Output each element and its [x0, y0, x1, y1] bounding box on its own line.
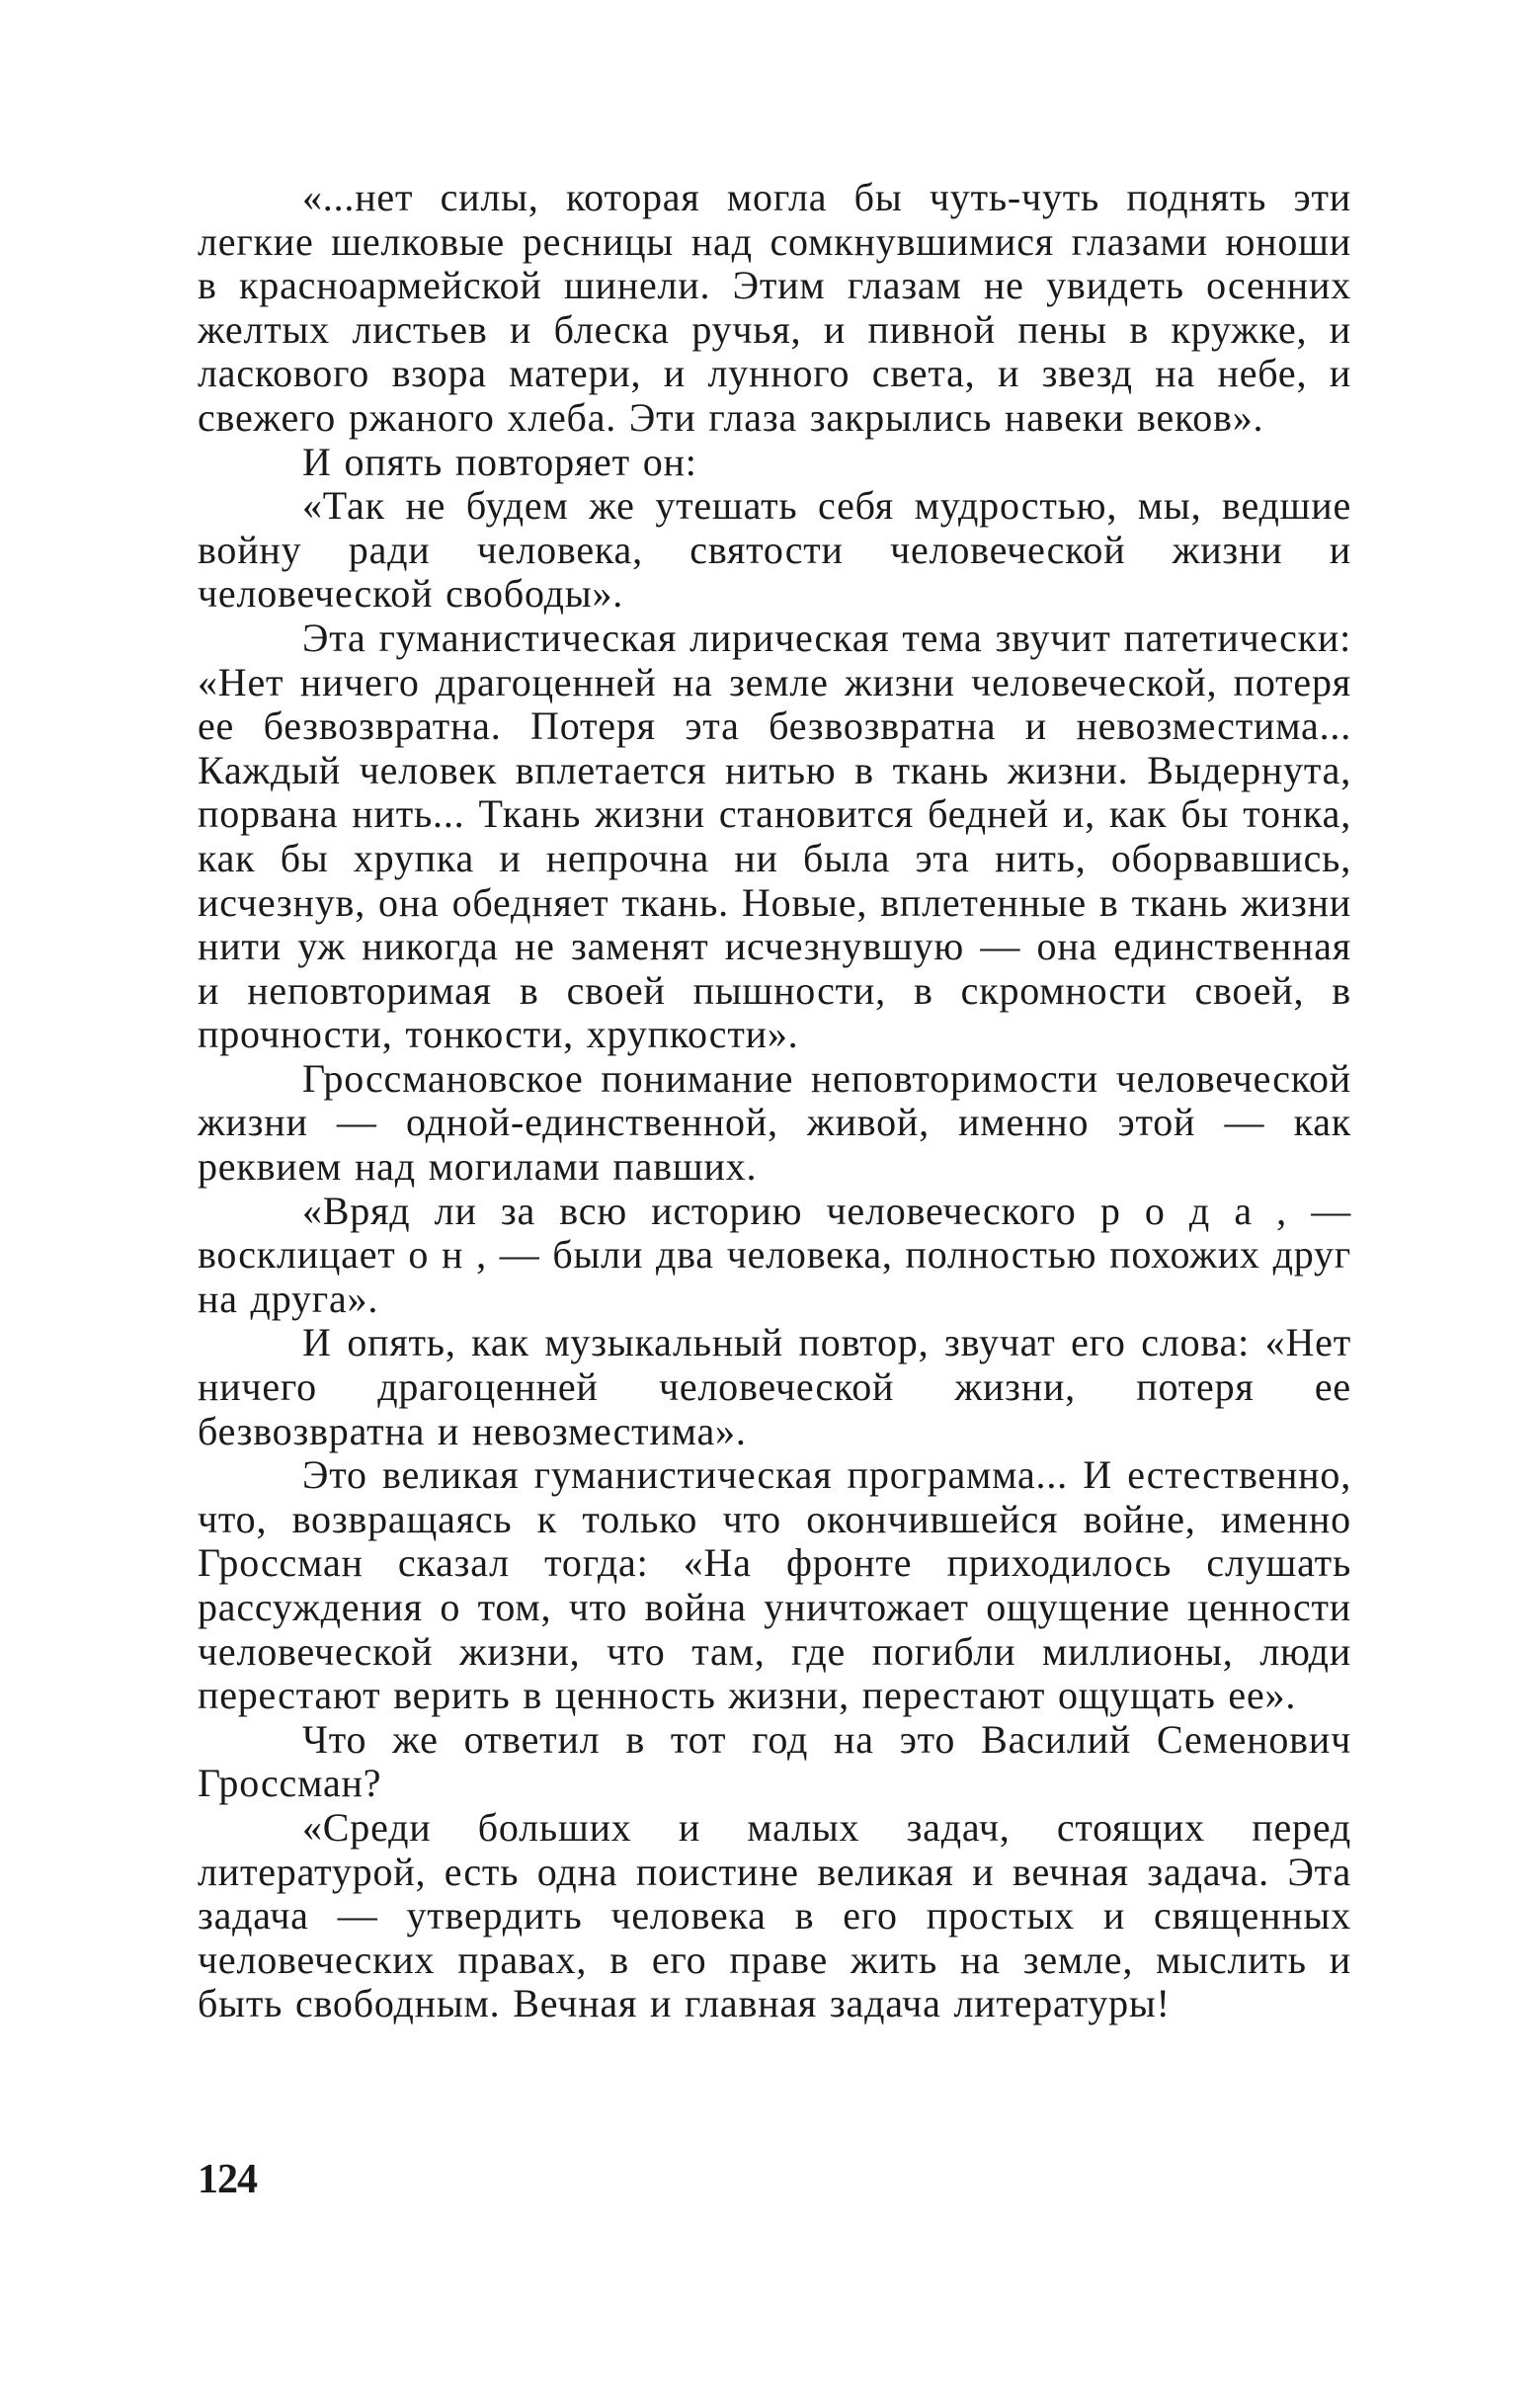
page-number: 124: [198, 2157, 257, 2202]
paragraph-uniqueness: Гроссмановское понимание неповторимости человеческой жизни — одной-единственной, живой, именно этой — как реквием над могилами павших.: [198, 1055, 1351, 1190]
paragraph-quote-literature: «Среди больших и малых задач, стоящих перед литературой, есть одна поистине великая и вечная задача. Эта задача — утвердить человека в его простых и священных человеческих правах, в его праве жить на земле, мыслить и быть свободным. Вечная и главная задача литературы!: [198, 1804, 1351, 2026]
paragraph-great-program: Это великая гуманистическая программа... И естественно, что, возвращаясь к только что окончившейся войне, именно Гроссман сказал тогда: «На фронте приходилось слушать рассуждения о том, что война уничтожает ощущение ценности человеческой жизни, что там, где погибли миллионы, люди перестают верить в ценность жизни, перестают ощущать ее».: [198, 1452, 1351, 1718]
paragraph-repeats: И опять повторяет он:: [302, 439, 697, 484]
body-text: [198, 176, 1351, 2026]
paragraph-quote-eyelashes: «...нет силы, которая могла бы чуть-чуть поднять эти легкие шелковые ресницы над сомкнувшимися глазами юноши в красноармейской шинели. Этим глазам не увидеть осенних желтых листьев и блеска ручья, и пивной пены в кружке, и ласкового взора матери, и лунного света, и звезд на небе, и свежего ржаного хлеба. Эти глаза закрылись навеки веков».: [198, 175, 1351, 440]
paragraph-quote-history: «Вряд ли за всю историю человеческого р о д а , — восклицает о н , — были два человека, полностью похожих друг на друга».: [198, 1188, 1351, 1321]
paragraph-musical-repeat: И опять, как музыкальный повтор, звучат его слова: «Нет ничего драгоценней человеческой жизни, потеря ее безвозвратна и невозместима».: [198, 1320, 1351, 1453]
paragraph-quote-wisdom: «Так не будем же утешать себя мудростью, мы, ведшие войну ради человека, святости человеческой жизни и человеческой свободы».: [198, 483, 1351, 617]
paragraph-question: Что же ответил в тот год на это Василий Семенович Гроссман?: [198, 1716, 1351, 1806]
paragraph-humanistic-theme: Эта гуманистическая лирическая тема звучит патетически: «Нет ничего драгоценней на земле жизни человеческой, потеря ее безвозвратна. Потеря эта безвозвратна и невозместима... Каждый человек вплетается нитью в ткань жизни. Выдернута, порвана нить... Ткань жизни становится бедней и, как бы тонка, как бы хрупка и непрочна ни была эта нить, оборвавшись, исчезнув, она обедняет ткань. Новые, вплетенные в ткань жизни нити уж никогда не заменят исчезнувшую — она единственная и неповторимая в своей пышности, в скромности своей, в прочности, тонкости, хрупкости».: [198, 615, 1351, 1057]
